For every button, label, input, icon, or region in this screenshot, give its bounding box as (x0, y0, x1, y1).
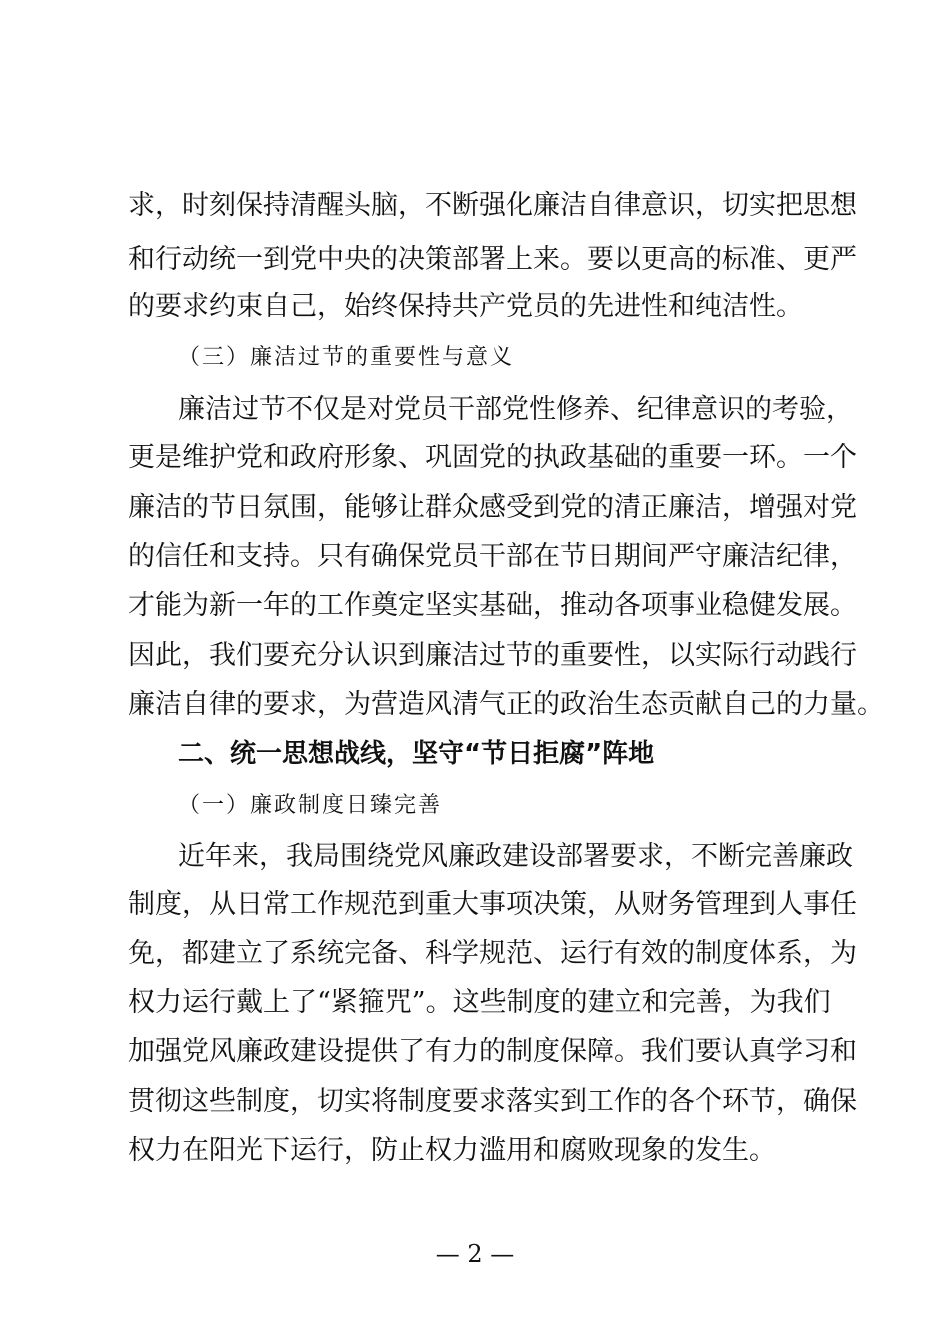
paragraph-line: 更是维护党和政府形象、巩固党的执政基础的重要一环。一个 (128, 442, 857, 473)
paragraph-line: 才能为新一年的工作奠定坚实基础，推动各项事业稳健发展。 (128, 590, 857, 621)
paragraph-line: 加强党风廉政建设提供了有力的制度保障。我们要认真学习和 (128, 1036, 857, 1067)
paragraph-line: 免，都建立了系统完备、科学规范、运行有效的制度体系，为 (128, 938, 857, 969)
paragraph-line: 权力运行戴上了“紧箍咒”。这些制度的建立和完善，为我们 (128, 987, 831, 1018)
paragraph-line: 和行动统一到党中央的决策部署上来。要以更高的标准、更严 (128, 244, 857, 275)
paragraph-line: 贯彻这些制度，切实将制度要求落实到工作的各个环节，确保 (128, 1086, 857, 1117)
paragraph-line: 廉洁过节不仅是对党员干部党性修养、纪律意识的考验， (178, 394, 853, 425)
subsection-heading: （三）廉洁过节的重要性与意义 (178, 345, 515, 370)
paragraph-line: 近年来，我局围绕党风廉政建设部署要求，不断完善廉政 (178, 841, 853, 872)
paragraph-line: 权力在阳光下运行，防止权力滥用和腐败现象的发生。 (128, 1135, 776, 1166)
section-heading: 二、统一思想战线，坚守“节日拒腐”阵地 (178, 739, 655, 769)
subsection-heading: （一）廉政制度日臻完善 (178, 793, 443, 818)
paragraph-line: 求，时刻保持清醒头脑，不断强化廉洁自律意识，切实把思想 (128, 190, 857, 221)
paragraph-line: 的信任和支持。只有确保党员干部在节日期间严守廉洁纪律， (128, 541, 857, 572)
paragraph-line: 的要求约束自己，始终保持共产党员的先进性和纯洁性。 (128, 291, 803, 322)
paragraph-line: 制度，从日常工作规范到重大事项决策，从财务管理到人事任 (128, 889, 857, 920)
paragraph-line: 因此，我们要充分认识到廉洁过节的重要性，以实际行动践行 (128, 640, 857, 671)
paragraph-line: 廉洁的节日氛围，能够让群众感受到党的清正廉洁，增强对党 (128, 492, 857, 523)
paragraph-line: 廉洁自律的要求，为营造风清气正的政治生态贡献自己的力量。 (128, 689, 884, 720)
page-number: — 2 — (435, 1240, 515, 1268)
